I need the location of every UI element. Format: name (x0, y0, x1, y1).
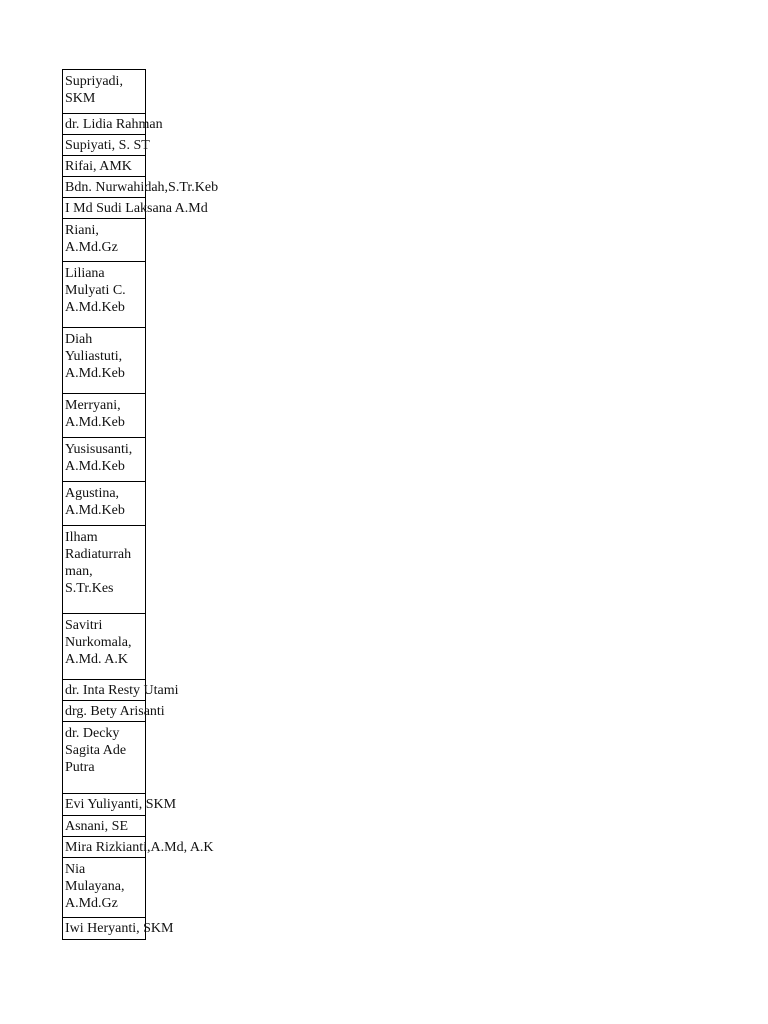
table-cell (63, 135, 150, 156)
table-cell: Merryani, A.Md.Keb (63, 394, 145, 438)
staff-name-column (62, 69, 219, 940)
table-cell: Yusisusanti, A.Md.Keb (63, 438, 145, 482)
table-cell (63, 816, 145, 837)
cell-text: Bdn. Nurwahidah,S.Tr.Keb (65, 180, 219, 195)
table-cell: Ilham Radiaturrah man, S.Tr.Kes (63, 526, 145, 614)
cell-text: dr. Inta Resty Utami (65, 683, 179, 698)
table-cell (63, 837, 214, 858)
table-cell (63, 680, 179, 701)
cell-text: Rifai, AMK (65, 159, 132, 174)
cell-text: Iwi Heryanti, SKM (65, 921, 174, 936)
cell-text: dr. Lidia Rahman (65, 117, 163, 132)
cell-text: Mira Rizkianti,A.Md, A.K (65, 840, 214, 855)
table-cell (63, 794, 177, 816)
table-cell: Savitri Nurkomala, A.Md. A.K (63, 614, 145, 680)
table-cell (63, 198, 208, 219)
table-cell: Riani, A.Md.Gz (63, 219, 145, 262)
cell-text: Supiyati, S. ST (65, 138, 150, 153)
table-cell: Liliana Mulyati C. A.Md.Keb (63, 262, 145, 328)
cell-text: I Md Sudi Laksana A.Md (65, 201, 208, 216)
table-cell: Supriyadi, SKM (63, 70, 145, 114)
table-cell: Diah Yuliastuti, A.Md.Keb (63, 328, 145, 394)
table-cell (63, 156, 145, 177)
cell-text: Evi Yuliyanti, SKM (65, 797, 177, 812)
table-cell (63, 918, 174, 940)
cell-text: drg. Bety Arisanti (65, 704, 165, 719)
table-cell: dr. Decky Sagita Ade Putra (63, 722, 145, 794)
table-cell: Nia Mulayana, A.Md.Gz (63, 858, 145, 918)
table-cell (63, 701, 165, 722)
table-cell (63, 114, 163, 135)
cell-text: Asnani, SE (65, 819, 128, 834)
table-cell (63, 177, 219, 198)
table-cell: Agustina, A.Md.Keb (63, 482, 145, 526)
